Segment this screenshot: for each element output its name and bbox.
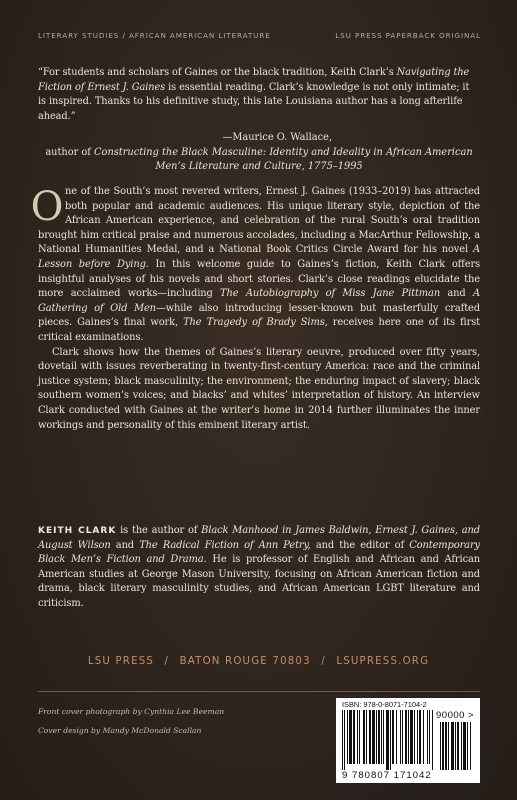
design-credit bbox=[38, 721, 224, 740]
quote-text-start: “For students and scholars of Gaines or the black tradition, Keith Clark’s bbox=[38, 67, 397, 78]
attribution-credentials bbox=[38, 146, 480, 175]
desc-p1-d: —while also introducing lesser-known but masterfully crafted pieces. Gaines’s final work, bbox=[38, 302, 480, 329]
bio-book-1: Black Manhood in James Baldwin, Ernest J. Gaines, and August Wilson bbox=[38, 525, 480, 551]
bio-t3: and the editor of bbox=[310, 539, 410, 551]
quote-book-title: Navigating the Fiction of Ernest J. Gaines bbox=[38, 67, 470, 93]
isbn-label: ISBN: 978-0-8071-7104-2 bbox=[342, 700, 427, 709]
desc-title-2: The Autobiography of Miss Jane Pittman bbox=[220, 288, 441, 300]
publisher-name: LSU PRESS bbox=[87, 656, 155, 667]
desc-p1-e: receives here one of its first critical examinations. bbox=[38, 317, 480, 343]
desc-p1-b: In this welcome guide to Gaines’s fiction, Keith Clark offers insightful analyses of his novels and short stories. Clark’s close readings elucidate the more acclaimed works—including bbox=[38, 258, 480, 300]
bio-book-2: The Radical Fiction of Ann Petry, bbox=[139, 539, 311, 551]
desc-paragraph-2: Clark shows how the themes of Gaines’s literary oeuvre, produced over fifty years, dovetail with issues reverberating in twenty-first-century America: race and the criminal justice system; black masculinity; the environment; the enduring impact of slavery; black southern women’s voices; and blacks’ and whites’ interpretation of history. An interview Clark conducted with Gaines at the writer’s home in 2014 further illuminates the inner workings and personality of this eminent literary artist. bbox=[38, 346, 480, 431]
desc-title-1: A Lesson before Dying. bbox=[38, 244, 480, 270]
desc-p1-a: ne of the South’s most revered writers, Ernest J. Gaines (1933–2019) has attracted both popular and academic audiences. His unique literary style, depiction of the African American experience, and celebration of the rural South’s oral tradition brought him critical praise and numerous accolades, including a MacArthur Fellowship, a National Humanities Medal, and a National Book Critics Circle Award for his novel bbox=[38, 186, 480, 256]
addon-barcode-bars bbox=[440, 722, 474, 770]
publisher-website: LSUPRESS.ORG bbox=[336, 656, 430, 667]
attribution-prefix: author of bbox=[45, 146, 95, 158]
ean-barcode-bars bbox=[342, 710, 434, 770]
publisher-separator-2: / bbox=[321, 656, 326, 667]
design-credit-text: Cover design by Mandy McDonald Scallan bbox=[38, 726, 202, 735]
desc-title-4: The Tragedy of Brady Sims, bbox=[183, 317, 328, 329]
category-label: LITERARY STUDIES / AFRICAN AMERICAN LITERATURE bbox=[38, 31, 271, 40]
publisher-city: BATON ROUGE 70803 bbox=[179, 656, 311, 667]
attribution-name: —Maurice O. Wallace, bbox=[222, 132, 332, 143]
cover-credits bbox=[38, 702, 224, 740]
review-quote bbox=[38, 66, 478, 124]
bio-book-3: Contemporary Black Men’s Fiction and Drama. bbox=[38, 539, 481, 566]
author-name: KEITH CLARK bbox=[38, 526, 117, 536]
barcode-digits: 9 780807 171042 bbox=[342, 770, 432, 781]
isbn-barcode bbox=[336, 698, 480, 783]
attribution-book: Constructing the Black Masculine: Identity and Ideality in African American Men’s Literature and Culture, 1775–1995 bbox=[94, 146, 473, 173]
desc-title-3: A Gathering of Old Men bbox=[38, 288, 480, 314]
quote-text-end: is essential reading. Clark’s knowledge is not only intimate; it is inspired. Thanks to his definitive study, this late Louisiana author has a long afterlife ahead.” bbox=[38, 81, 470, 122]
bio-t4: He is professor of English and African and African American studies at George Mason University, focusing on African American fiction and drama, black literary masculinity studies, and African American LGBT literature and criticism. bbox=[38, 554, 480, 609]
header-bar bbox=[38, 31, 481, 40]
desc-p1-c: and bbox=[440, 288, 473, 300]
divider bbox=[38, 691, 480, 692]
photo-credit bbox=[38, 702, 224, 721]
bio-t1: is the author of bbox=[116, 525, 202, 536]
drop-cap: O bbox=[30, 184, 64, 230]
author-bio bbox=[38, 524, 480, 612]
publisher-line bbox=[0, 656, 517, 667]
price-code: 90000 > bbox=[436, 710, 475, 721]
quote-attribution bbox=[38, 131, 480, 175]
publisher-separator-1: / bbox=[164, 656, 170, 667]
book-description bbox=[30, 184, 480, 433]
bio-t2: and bbox=[110, 539, 140, 551]
edition-label: LSU PRESS PAPERBACK ORIGINAL bbox=[335, 31, 481, 40]
photo-credit-text: Front cover photograph by Cynthia Lee Beeman bbox=[38, 707, 225, 716]
